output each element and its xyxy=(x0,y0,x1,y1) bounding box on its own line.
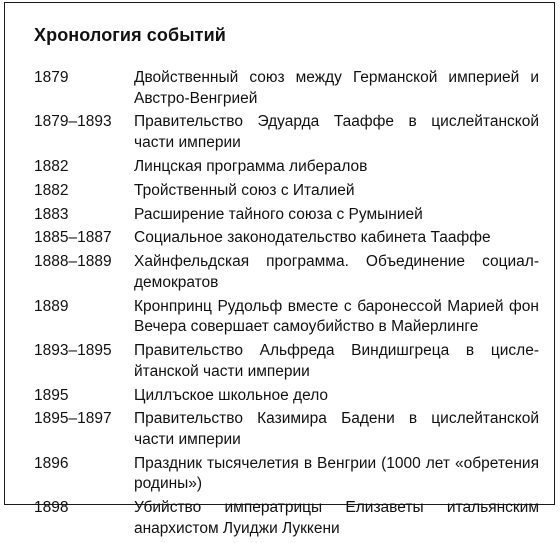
event-date: 1895 xyxy=(34,386,69,404)
event-text: Правительство Эдуарда Тааффе в цислейтанской части империи xyxy=(134,113,539,151)
event-date: 1895–1897 xyxy=(34,410,112,428)
event-date: 1882 xyxy=(34,157,69,175)
event-row xyxy=(34,297,539,338)
event-date: 1893–1895 xyxy=(34,342,112,360)
event-row xyxy=(34,498,539,539)
chronology-box xyxy=(4,2,555,537)
event-date: 1898 xyxy=(34,499,69,517)
event-row xyxy=(34,386,539,407)
event-text: Праздник тысячелетия в Венгрии (1000 лет «обретения родины») xyxy=(134,454,539,493)
event-row xyxy=(34,112,539,153)
event-text: Расширение тайного союза с Румынией xyxy=(134,205,423,223)
event-row xyxy=(34,205,539,226)
event-row xyxy=(34,454,539,495)
event-text: Правительство Казимира Бадени в цислейтанской части империи xyxy=(134,410,539,448)
event-text: Линцская программа либералов xyxy=(134,157,368,175)
event-row xyxy=(34,181,539,202)
event-date: 1889 xyxy=(34,297,69,315)
event-row xyxy=(34,68,539,109)
event-date: 1879 xyxy=(34,69,69,86)
event-text: Хайнфельдская программа. Объединение социалдемократов xyxy=(134,253,539,291)
event-text: Тройственный союз с Италией xyxy=(134,181,355,199)
event-date: 1883 xyxy=(34,205,69,223)
event-date: 1882 xyxy=(34,181,69,199)
event-date: 1896 xyxy=(34,454,69,472)
event-date: 1885–1887 xyxy=(34,229,112,247)
event-text: Кронпринц Рудольф вместе с баронессой Марией фон Вечера совершает самоубийство в Майерлинге xyxy=(134,297,539,336)
event-text: Правительство Альфреда Виндишгреца в цислейтанской части империи xyxy=(134,342,539,380)
event-text: Социальное законодательство кабинета Тааффе xyxy=(134,229,491,247)
box-title: Хронология событий xyxy=(34,25,226,45)
events-list xyxy=(34,68,539,543)
event-row xyxy=(34,157,539,178)
event-row xyxy=(34,341,539,382)
event-text: Убийство императрицы Елизаветы итальянским анархистом Луиджи Луккени xyxy=(134,499,539,537)
event-date: 1888–1889 xyxy=(34,253,112,271)
event-date: 1879–1893 xyxy=(34,113,112,131)
event-row xyxy=(34,409,539,450)
event-text: Двойственный союз между Германской империей и Австро-Венгрией xyxy=(134,69,539,107)
event-text: Циллъское школьное дело xyxy=(134,386,329,404)
event-row xyxy=(34,228,539,249)
event-row xyxy=(34,252,539,293)
